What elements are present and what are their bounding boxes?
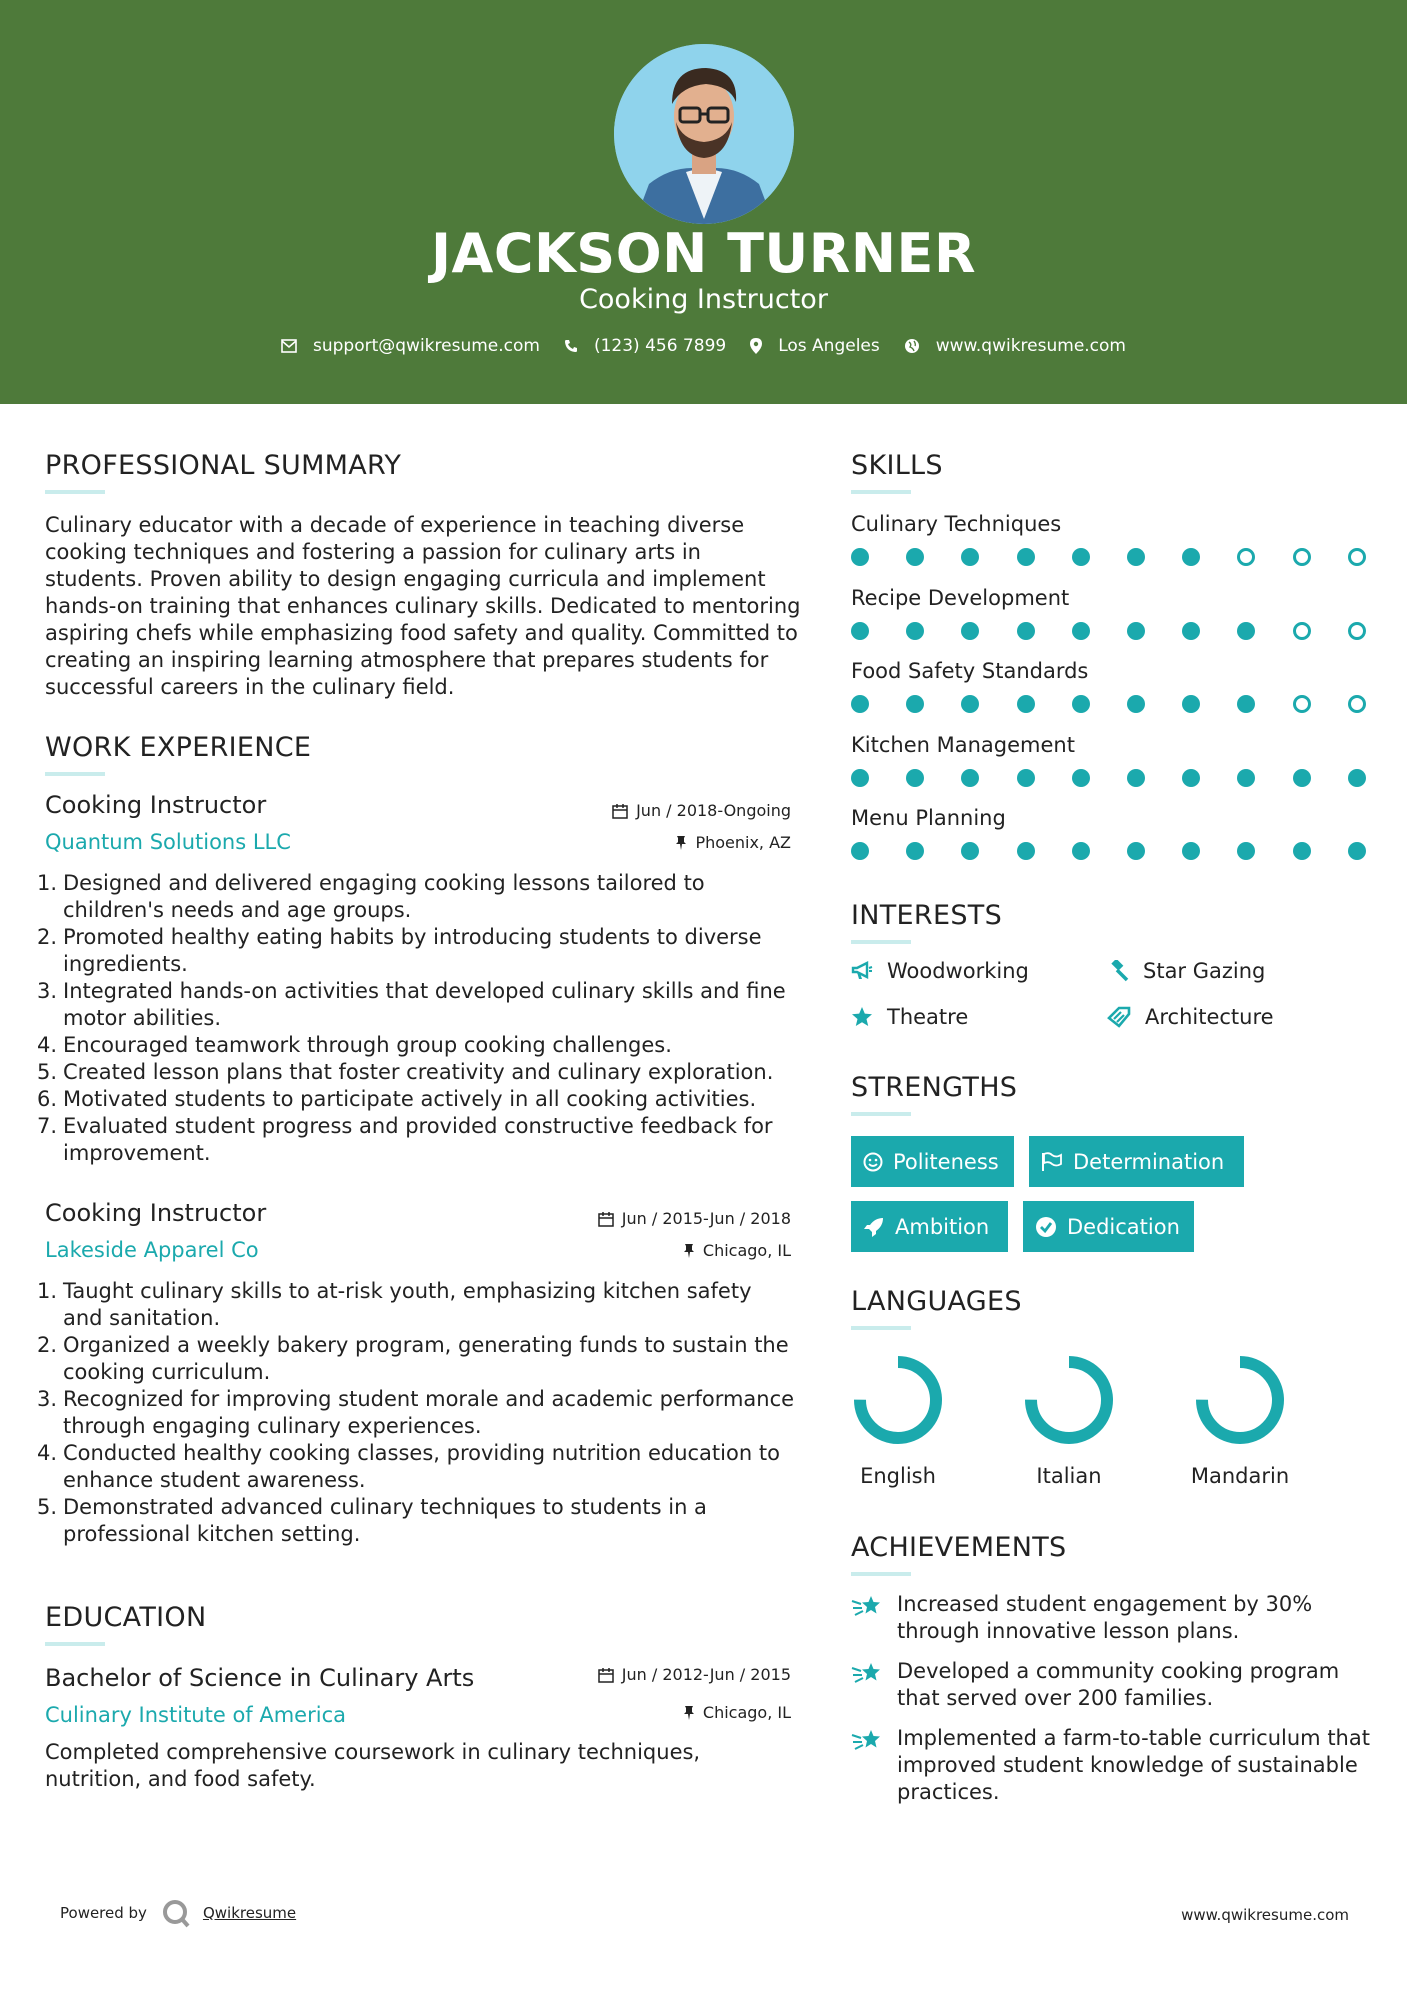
rating-dot-filled bbox=[1182, 695, 1200, 713]
contact-website[interactable] bbox=[904, 336, 1126, 356]
languages-rule bbox=[851, 1326, 911, 1330]
list-item: 5. Demonstrated advanced culinary techniques to students in a professional kitchen setting. bbox=[37, 1495, 707, 1546]
rating-dot-filled bbox=[1127, 769, 1145, 787]
rating-dot-empty bbox=[1348, 548, 1366, 566]
job-duties-list bbox=[37, 1278, 795, 1548]
list-item: 7. Evaluated student progress and provided constructive feedback for improvement. bbox=[37, 1114, 773, 1165]
skill-name: Menu Planning bbox=[851, 806, 1006, 830]
list-item: 5. Created lesson plans that foster creativity and culinary exploration. bbox=[37, 1060, 774, 1084]
location-text: Los Angeles bbox=[778, 336, 880, 356]
achievement-item: Increased student engagement by 30% through innovative lesson plans. bbox=[851, 1591, 1371, 1645]
avatar-portrait-icon bbox=[614, 44, 794, 224]
calendar-icon bbox=[598, 1667, 614, 1683]
calendar-icon bbox=[598, 1211, 614, 1227]
pin-icon bbox=[675, 835, 687, 851]
education-text: Completed comprehensive coursework in culinary techniques, nutrition, and food safety. bbox=[45, 1740, 701, 1791]
education-rule bbox=[45, 1642, 105, 1646]
rating-dot-filled bbox=[1348, 769, 1366, 787]
rating-dot-filled bbox=[1127, 622, 1145, 640]
star-icon bbox=[851, 1006, 873, 1028]
language-ring-arc bbox=[1031, 1362, 1107, 1438]
rating-dot-filled bbox=[1127, 695, 1145, 713]
rating-dot-filled bbox=[1017, 548, 1035, 566]
rating-dot-filled bbox=[961, 548, 979, 566]
bullhorn-icon bbox=[851, 961, 873, 981]
rating-dot-filled bbox=[906, 548, 924, 566]
rating-dot-filled bbox=[1017, 842, 1035, 860]
job-dates bbox=[500, 801, 791, 820]
work-rule bbox=[45, 772, 105, 776]
job-place bbox=[500, 1241, 791, 1260]
job-place bbox=[500, 833, 791, 852]
education-place-text: Chicago, IL bbox=[702, 1703, 791, 1722]
list-item: 2. Organized a weekly bakery program, generating funds to sustain the cooking curriculum. bbox=[37, 1333, 789, 1384]
rating-dot-filled bbox=[851, 842, 869, 860]
skill-rating bbox=[851, 548, 1367, 568]
languages-heading: LANGUAGES bbox=[851, 1286, 1022, 1317]
list-item: 4. Encouraged teamwork through group cooking challenges. bbox=[37, 1033, 672, 1057]
rating-dot-empty bbox=[1293, 695, 1311, 713]
job-duties-list bbox=[37, 870, 795, 1167]
rating-dot-empty bbox=[1237, 548, 1255, 566]
shooting-star-icon bbox=[851, 1593, 883, 1621]
education-dates-text: Jun / 2012-Jun / 2015 bbox=[621, 1665, 791, 1684]
profile-photo bbox=[614, 44, 794, 224]
tag-icon bbox=[1107, 1006, 1131, 1028]
interest-item: Theatre bbox=[851, 1005, 968, 1029]
rating-dot-empty bbox=[1293, 622, 1311, 640]
skills-rule bbox=[851, 490, 911, 494]
strength-badge: Ambition bbox=[851, 1201, 1008, 1252]
rating-dot-filled bbox=[906, 842, 924, 860]
list-item: 4. Conducted healthy cooking classes, providing nutrition education to enhance student awareness. bbox=[37, 1441, 780, 1492]
list-item: 3. Recognized for improving student morale and academic performance through engaging culinary experiences. bbox=[37, 1387, 795, 1438]
calendar-icon bbox=[612, 803, 628, 819]
education-place bbox=[500, 1703, 791, 1722]
rating-dot-filled bbox=[1017, 769, 1035, 787]
map-marker-icon bbox=[750, 338, 762, 354]
language-ring-arc bbox=[860, 1362, 936, 1438]
education-dates bbox=[500, 1665, 791, 1684]
language-ring bbox=[850, 1352, 946, 1448]
rating-dot-filled bbox=[961, 769, 979, 787]
interest-item: Woodworking bbox=[851, 959, 1029, 983]
contact-phone[interactable] bbox=[564, 336, 726, 356]
education-heading: EDUCATION bbox=[45, 1602, 207, 1633]
summary-heading: PROFESSIONAL SUMMARY bbox=[45, 450, 402, 481]
rating-dot-filled bbox=[961, 695, 979, 713]
strength-badge: Determination bbox=[1029, 1136, 1244, 1187]
language-ring bbox=[1192, 1352, 1288, 1448]
strengths-rule bbox=[851, 1112, 911, 1116]
job-dates-text: Jun / 2015-Jun / 2018 bbox=[621, 1209, 791, 1228]
rating-dot-filled bbox=[1127, 548, 1145, 566]
interests-rule bbox=[851, 940, 911, 944]
qwikresume-logo-icon bbox=[161, 1898, 191, 1928]
achievement-item: Developed a community cooking program that served over 200 families. bbox=[851, 1658, 1371, 1712]
brand-link[interactable]: Qwikresume bbox=[202, 1904, 297, 1922]
powered-by-text: Powered by bbox=[60, 1904, 147, 1922]
school-name[interactable]: Culinary Institute of America bbox=[45, 1703, 346, 1727]
rating-dot-filled bbox=[906, 695, 924, 713]
language-label: English bbox=[860, 1464, 936, 1488]
achievements-heading: ACHIEVEMENTS bbox=[851, 1532, 1067, 1563]
job-title: Cooking Instructor bbox=[45, 791, 267, 819]
website-text: www.qwikresume.com bbox=[935, 336, 1126, 356]
skill-rating bbox=[851, 769, 1367, 789]
skill-rating bbox=[851, 842, 1367, 862]
email-text: support@qwikresume.com bbox=[313, 336, 540, 356]
resume-header bbox=[0, 0, 1407, 404]
language-ring bbox=[1021, 1352, 1117, 1448]
contact-email[interactable] bbox=[281, 336, 540, 356]
rocket-icon bbox=[863, 1216, 885, 1238]
rating-dot-filled bbox=[1237, 622, 1255, 640]
rating-dot-filled bbox=[1072, 769, 1090, 787]
rating-dot-filled bbox=[1348, 842, 1366, 860]
degree-title: Bachelor of Science in Culinary Arts bbox=[45, 1664, 475, 1692]
skill-name: Kitchen Management bbox=[851, 732, 1075, 757]
contact-bar bbox=[0, 336, 1407, 356]
flag-icon bbox=[1041, 1152, 1063, 1172]
rating-dot-filled bbox=[1072, 842, 1090, 860]
skill-rating bbox=[851, 695, 1367, 715]
rating-dot-filled bbox=[961, 842, 979, 860]
strength-badge: Dedication bbox=[1023, 1201, 1194, 1252]
rating-dot-filled bbox=[906, 769, 924, 787]
skill-name: Culinary Techniques bbox=[851, 512, 1062, 536]
rating-dot-filled bbox=[1293, 769, 1311, 787]
list-item: 2. Promoted healthy eating habits by introducing students to diverse ingredients. bbox=[37, 925, 762, 976]
rating-dot-filled bbox=[1237, 842, 1255, 860]
achievement-item: Implemented a farm-to-table curriculum that improved student knowledge of sustainable practices. bbox=[851, 1725, 1371, 1806]
check-circle-icon bbox=[1035, 1216, 1057, 1238]
list-item: 1. Designed and delivered engaging cooking lessons tailored to children's needs and age groups. bbox=[37, 871, 705, 922]
rating-dot-filled bbox=[851, 548, 869, 566]
rating-dot-filled bbox=[851, 622, 869, 640]
shooting-star-icon bbox=[851, 1660, 883, 1688]
skill-name: Food Safety Standards bbox=[851, 659, 1089, 683]
pin-icon bbox=[683, 1243, 695, 1259]
job-place-text: Chicago, IL bbox=[702, 1241, 791, 1260]
interest-item: Star Gazing bbox=[1107, 959, 1265, 983]
envelope-icon bbox=[281, 339, 297, 353]
candidate-role: Cooking Instructor bbox=[579, 284, 828, 315]
rating-dot-filled bbox=[1182, 548, 1200, 566]
candidate-name: JACKSON TURNER bbox=[430, 222, 977, 285]
globe-icon bbox=[904, 338, 920, 354]
rating-dot-filled bbox=[1072, 548, 1090, 566]
job-company[interactable]: Quantum Solutions LLC bbox=[45, 830, 291, 854]
job-company[interactable]: Lakeside Apparel Co bbox=[45, 1238, 259, 1262]
strengths-heading: STRENGTHS bbox=[851, 1072, 1018, 1103]
interests-heading: INTERESTS bbox=[851, 900, 1003, 931]
job-dates bbox=[500, 1209, 791, 1228]
rating-dot-filled bbox=[1072, 695, 1090, 713]
list-item: 1. Taught culinary skills to at-risk youth, emphasizing kitchen safety and sanitation. bbox=[37, 1279, 752, 1330]
rating-dot-empty bbox=[1293, 548, 1311, 566]
summary-rule bbox=[45, 490, 105, 494]
job-place-text: Phoenix, AZ bbox=[695, 833, 791, 852]
job-dates-text: Jun / 2018-Ongoing bbox=[636, 801, 791, 820]
language-label: Mandarin bbox=[1190, 1464, 1290, 1488]
rating-dot-filled bbox=[1017, 622, 1035, 640]
footer-powered-by bbox=[60, 1898, 296, 1928]
smile-icon bbox=[863, 1152, 883, 1172]
phone-text: (123) 456 7899 bbox=[593, 336, 727, 356]
rating-dot-filled bbox=[1237, 769, 1255, 787]
language-ring-arc bbox=[1202, 1362, 1278, 1438]
pin-icon bbox=[683, 1705, 695, 1721]
strength-badge: Politeness bbox=[851, 1136, 1014, 1187]
work-heading: WORK EXPERIENCE bbox=[45, 732, 312, 763]
rating-dot-filled bbox=[1182, 769, 1200, 787]
skill-name: Recipe Development bbox=[851, 585, 1070, 610]
rating-dot-filled bbox=[1127, 842, 1145, 860]
job-title: Cooking Instructor bbox=[45, 1199, 267, 1227]
rating-dot-filled bbox=[1072, 622, 1090, 640]
rating-dot-filled bbox=[1237, 695, 1255, 713]
rating-dot-filled bbox=[1293, 842, 1311, 860]
rating-dot-filled bbox=[1182, 622, 1200, 640]
gavel-icon bbox=[1107, 960, 1129, 982]
rating-dot-filled bbox=[961, 622, 979, 640]
list-item: 6. Motivated students to participate actively in all cooking activities. bbox=[37, 1087, 757, 1111]
rating-dot-empty bbox=[1348, 695, 1366, 713]
rating-dot-empty bbox=[1348, 622, 1366, 640]
shooting-star-icon bbox=[851, 1727, 883, 1755]
rating-dot-filled bbox=[1017, 695, 1035, 713]
summary-text: Culinary educator with a decade of experience in teaching diverse cooking techniques and fostering a passion for culinary arts in students. Proven ability to design engaging curricula and implement hands-on training that enhances culinary skills. Dedicated to mentoring aspiring chefs while emphasizing food safety and quality. Committed to creating an inspiring learning atmosphere that prepares students for successful careers in the culinary field. bbox=[45, 513, 801, 699]
phone-icon bbox=[564, 339, 578, 353]
rating-dot-filled bbox=[851, 769, 869, 787]
contact-location bbox=[750, 336, 880, 356]
skill-rating bbox=[851, 622, 1367, 642]
rating-dot-filled bbox=[906, 622, 924, 640]
list-item: 3. Integrated hands-on activities that developed culinary skills and fine motor abilities. bbox=[37, 979, 786, 1030]
rating-dot-filled bbox=[851, 695, 869, 713]
footer-website[interactable]: www.qwikresume.com bbox=[1181, 1906, 1349, 1924]
rating-dot-filled bbox=[1182, 842, 1200, 860]
language-label: Italian bbox=[1036, 1464, 1102, 1488]
achievements-rule bbox=[851, 1572, 911, 1576]
skills-heading: SKILLS bbox=[851, 450, 943, 481]
interest-item: Architecture bbox=[1107, 1005, 1274, 1029]
